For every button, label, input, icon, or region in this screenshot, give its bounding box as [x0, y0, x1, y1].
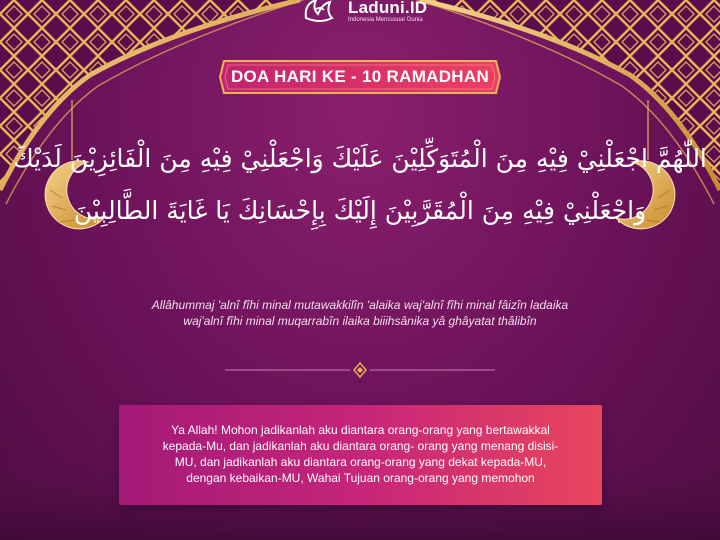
brand-name: Laduni.ID — [348, 0, 428, 17]
translation-line-1: Ya Allah! Mohon jadikanlah aku diantara orang-orang yang bertawakkal — [171, 423, 550, 437]
arabic-line-1: اللّٰهُمَّ اجْعَلْنِيْ فِيْهِ مِنَ الْمُتَوَكِّلِيْنَ عَلَيْكَ وَاجْعَلْنِيْ فِيْهِ مِنَ الْفَائِزِيْنَ لَدَيْكَ — [13, 144, 707, 173]
transliteration-line-1: Allâhummaj 'alnî fîhi minal mutawakkilîn 'alaika waj'alnî fîhi minal fâizîn ladaika — [151, 298, 569, 312]
left-lattice-arch — [0, 0, 315, 204]
laduni-logo-icon — [300, 0, 340, 26]
translation-line-4: dengan kebaikan-MU, Wahai Tujuan orang-orang yang memohon — [186, 471, 535, 485]
translation-line-2: kepada-Mu, dan jadikanlah aku diantara orang- orang yang menang disisi- — [162, 439, 559, 453]
arabic-line-2: وَاجْعَلْنِيْ فِيْهِ مِنَ الْمُقَرَّبِيْنَ إِلَيْكَ بِإِحْسَانِكَ يَا غَايَةَ الطَّالِبِيْنَ — [73, 196, 647, 225]
translation-text — [140, 422, 581, 486]
brand-tagline: Indonesia Mencusuar Dunia — [348, 17, 423, 23]
right-lattice-arch — [405, 0, 720, 204]
page-title: DOA HARI KE - 10 RAMADHAN — [230, 67, 490, 86]
divider-ornament — [225, 360, 495, 380]
transliteration-line-2: waj'alnî fîhi minal muqarrabîn ilaika biiihsânika yâ ghâyatat thâlibîn — [183, 314, 537, 328]
translation-line-3: MU, dan jadikanlah aku diantara orang-orang yang dekat kepada-MU, — [174, 455, 547, 469]
